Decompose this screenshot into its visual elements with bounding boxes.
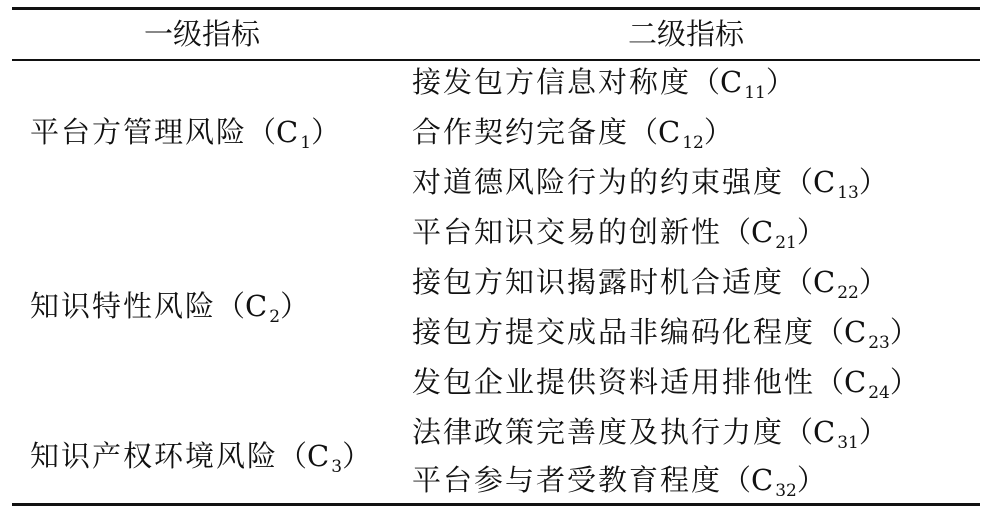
indicator-label: 法律政策完善度及执行力度 xyxy=(412,415,785,449)
indicator-row: 合作契约完备度$(C_{12})$ xyxy=(412,115,733,153)
header-primary-indicator: 一级指标 xyxy=(143,17,260,51)
indicator-row: 平台参与者受教育程度$(C_{32})$ xyxy=(412,463,826,501)
category-knowledge-risk: 知识特性风险$(C_2)$ xyxy=(30,289,310,327)
indicator-row: 对道德风险行为的约束强度$(C_{13})$ xyxy=(412,165,888,203)
indicator-row: 接包方知识揭露时机合适度$(C_{22})$ xyxy=(412,265,888,303)
category-label: 平台方管理风险 xyxy=(30,115,248,149)
category-management-risk: 平台方管理风险$(C_1)$ xyxy=(30,115,341,153)
indicator-label: 发包企业提供资料适用排他性 xyxy=(412,365,816,399)
indicator-row: 平台知识交易的创新性$(C_{21})$ xyxy=(412,215,826,253)
indicator-label: 接包方知识揭露时机合适度 xyxy=(412,265,785,299)
indicator-label: 接包方提交成品非编码化程度 xyxy=(412,315,816,349)
indicator-row: 发包企业提供资料适用排他性$(C_{24})$ xyxy=(412,365,919,403)
category-label: 知识产权环境风险 xyxy=(30,439,279,473)
indicator-row: 接发包方信息对称度$(C_{11})$ xyxy=(412,65,795,103)
indicator-label: 接发包方信息对称度 xyxy=(412,65,692,99)
category-label: 知识特性风险 xyxy=(30,289,217,323)
indicator-label: 对道德风险行为的约束强度 xyxy=(412,165,785,199)
header-secondary-indicator: 二级指标 xyxy=(627,17,744,51)
table-bottom-rule xyxy=(12,503,980,506)
category-ip-environment-risk: 知识产权环境风险$(C_3)$ xyxy=(30,439,372,477)
indicator-row: 接包方提交成品非编码化程度$(C_{23})$ xyxy=(412,315,919,353)
indicator-row: 法律政策完善度及执行力度$(C_{31})$ xyxy=(412,415,888,453)
indicator-label: 平台参与者受教育程度 xyxy=(412,463,723,497)
indicator-label: 平台知识交易的创新性 xyxy=(412,215,723,249)
indicator-label: 合作契约完备度 xyxy=(412,115,630,149)
